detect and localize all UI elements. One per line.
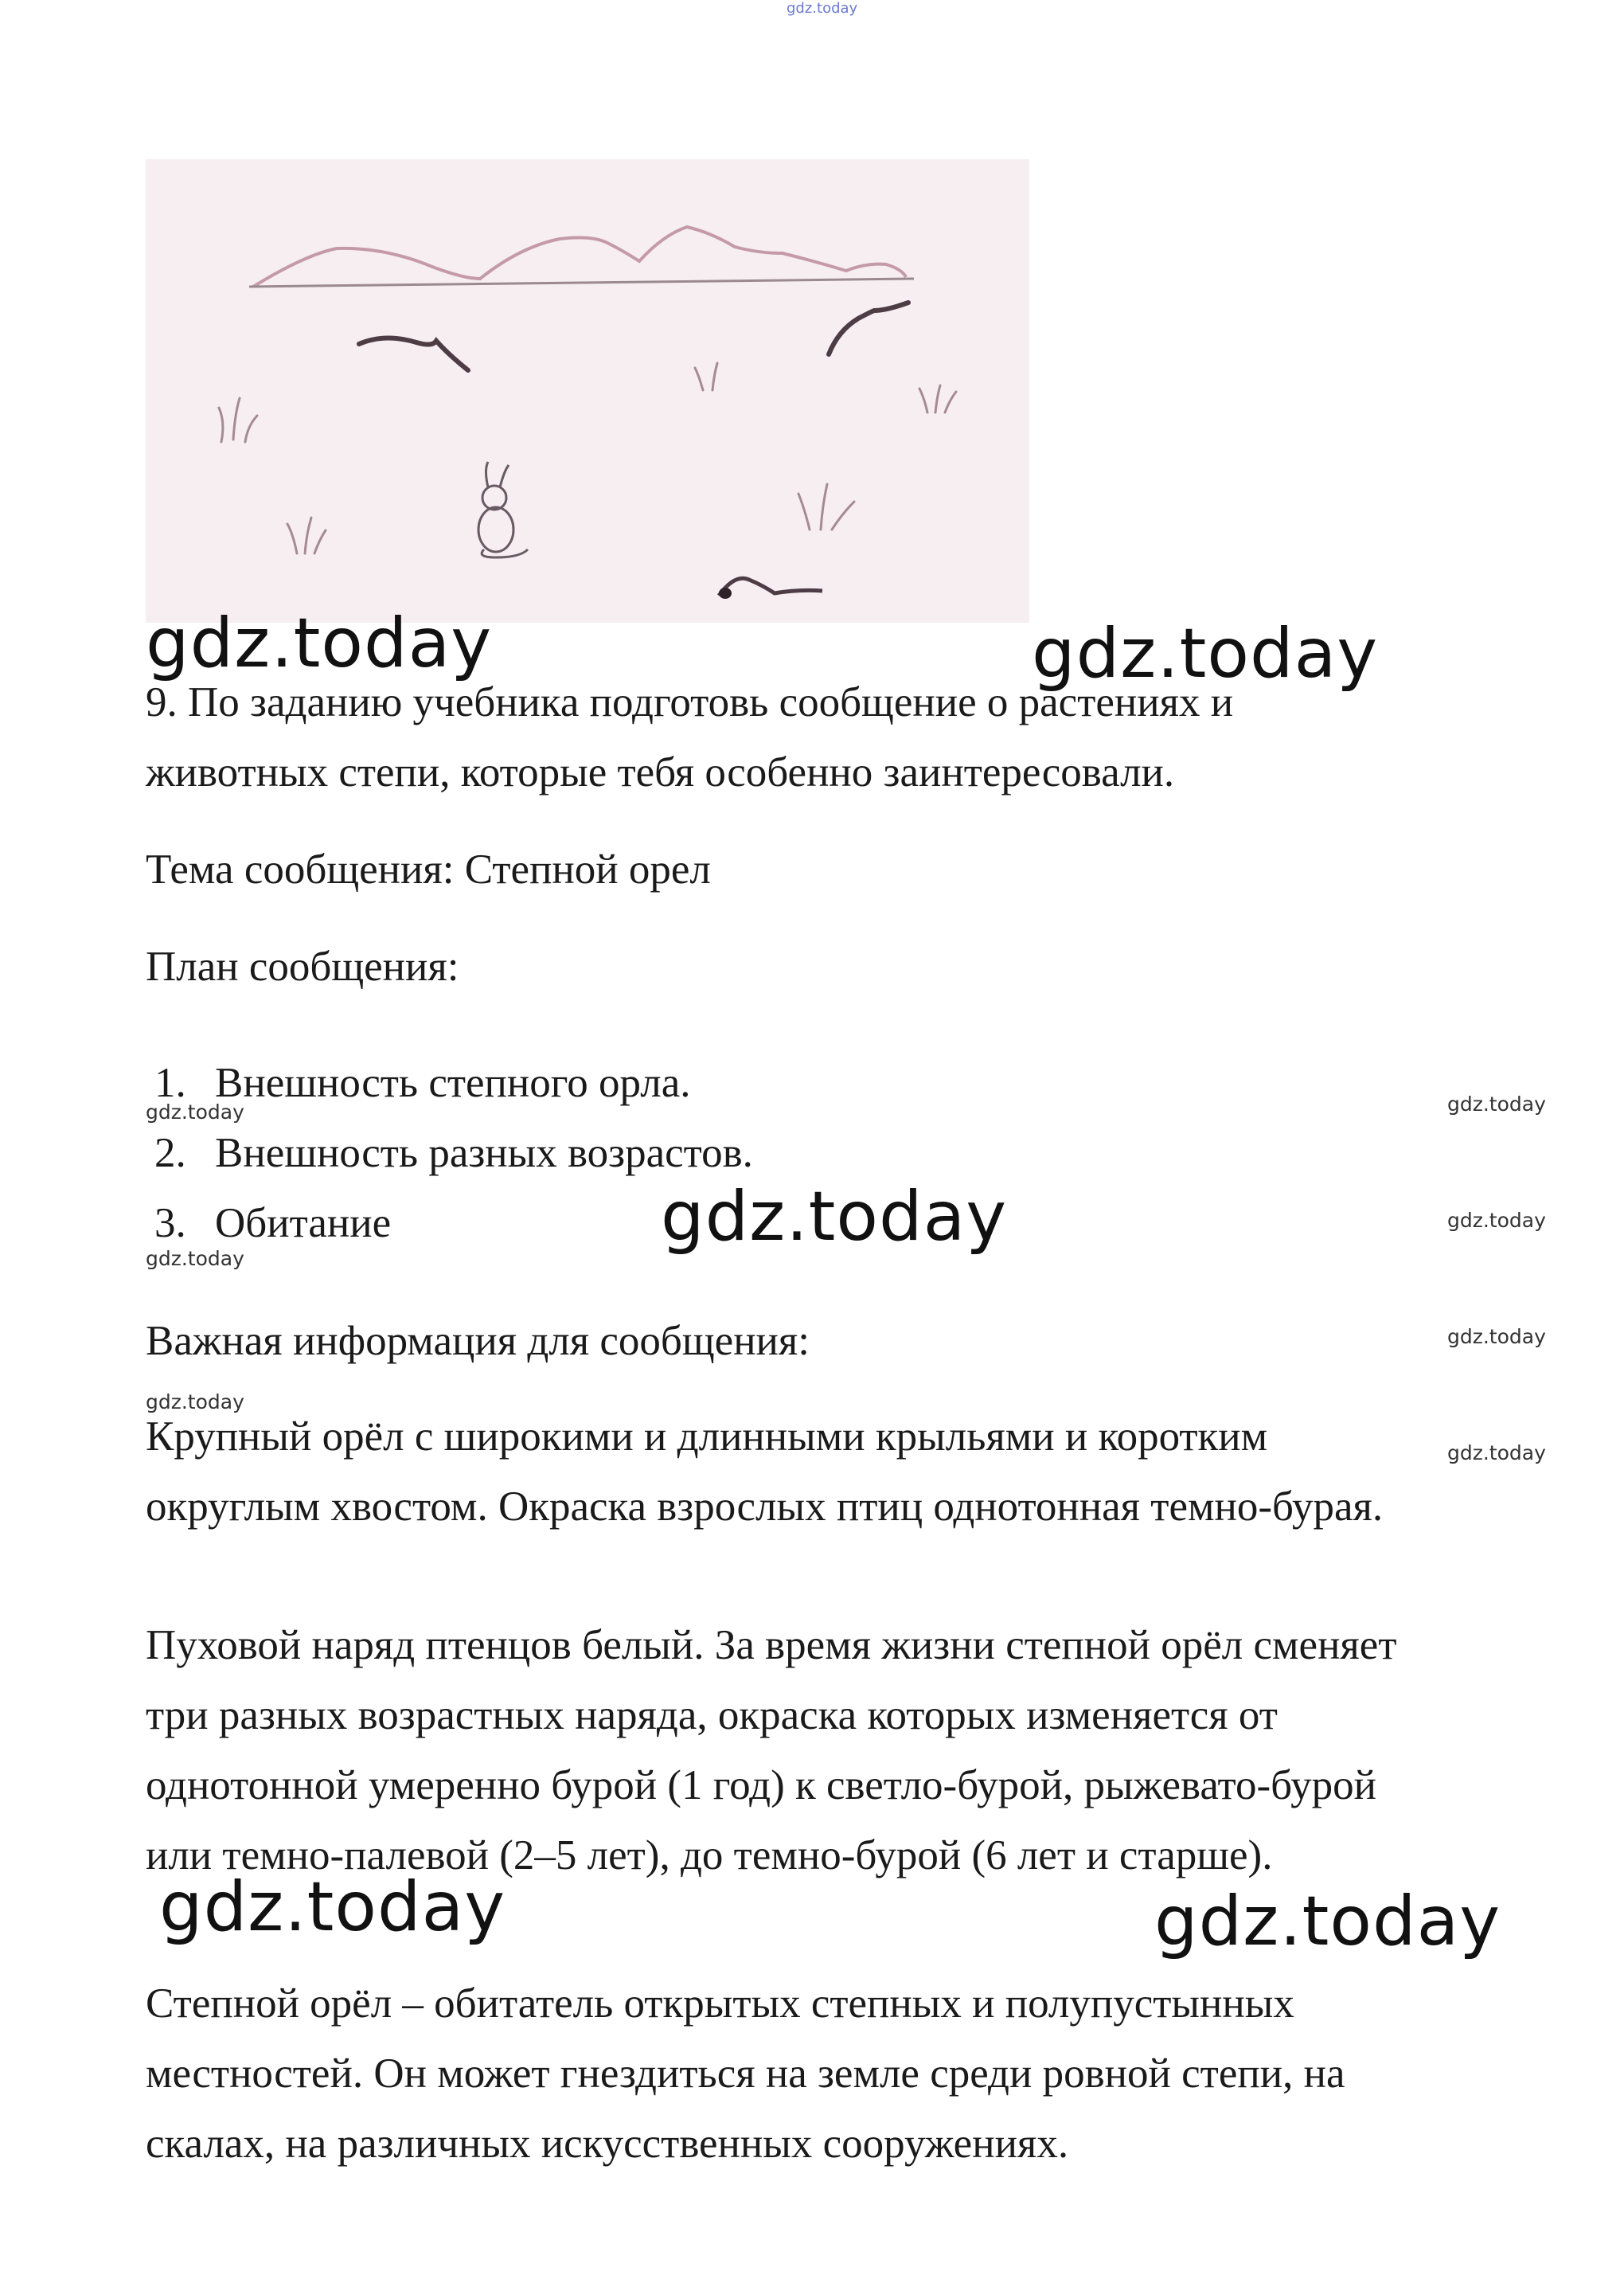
watermark: gdz.today xyxy=(159,1867,506,1947)
paragraph-line: однотонной умеренно бурой (1 год) к светло-бурой, рыжевато-бурой xyxy=(146,1762,1376,1808)
info-heading: Важная информация для сообщения: xyxy=(146,1318,810,1364)
plan-item-number: 1. xyxy=(154,1060,186,1106)
paragraph-line: местностей. Он может гнездиться на земле среди ровной степи, на xyxy=(146,2050,1345,2097)
steppe-drawing xyxy=(146,159,1029,623)
paragraph-line: Степной орёл – обитатель открытых степных и полупустынных xyxy=(146,1980,1294,2027)
watermark: gdz.today xyxy=(146,604,493,683)
task-line-2: животных степи, которые тебя особенно заинтересовали. xyxy=(146,749,1175,796)
watermark-small: gdz.today xyxy=(146,1100,244,1124)
paragraph-line: округлым хвостом. Окраска взрослых птиц однотонная темно-бурая. xyxy=(146,1484,1384,1530)
paragraph-line: Крупный орёл с широкими и длинными крыльями и коротким xyxy=(146,1413,1268,1460)
task-line-1: 9. По заданию учебника подготовь сообщение о растениях и xyxy=(146,679,1234,725)
watermark-small: gdz.today xyxy=(146,1390,244,1413)
plan-item: Внешность разных возрастов. xyxy=(215,1130,753,1176)
plan-item: Внешность степного орла. xyxy=(215,1060,691,1106)
paragraph-line: скалах, на различных искусственных сооружениях. xyxy=(146,2121,1069,2167)
watermark: gdz.today xyxy=(661,1177,1008,1257)
top-watermark: gdz.today xyxy=(787,0,858,17)
plan-item: Обитание xyxy=(215,1200,392,1246)
plan-item-number: 3. xyxy=(154,1200,186,1246)
watermark-small: gdz.today xyxy=(1447,1209,1546,1232)
paragraph-line: или темно-палевой (2–5 лет), до темно-бурой (6 лет и старше). xyxy=(146,1832,1273,1878)
plan-heading: План сообщения: xyxy=(146,944,459,990)
watermark-small: gdz.today xyxy=(1447,1325,1546,1348)
paragraph-line: Пуховой наряд птенцов белый. За время жизни степной орёл сменяет xyxy=(146,1622,1397,1668)
watermark-small: gdz.today xyxy=(146,1247,244,1270)
plan-item-number: 2. xyxy=(154,1130,186,1176)
watermark-small: gdz.today xyxy=(1447,1093,1546,1116)
watermark-small: gdz.today xyxy=(1447,1441,1546,1464)
watermark: gdz.today xyxy=(1154,1882,1501,1961)
paragraph-line: три разных возрастных наряда, окраска которых изменяется от xyxy=(146,1692,1278,1738)
watermark: gdz.today xyxy=(1032,614,1379,694)
topic: Тема сообщения: Степной орел xyxy=(146,846,711,893)
